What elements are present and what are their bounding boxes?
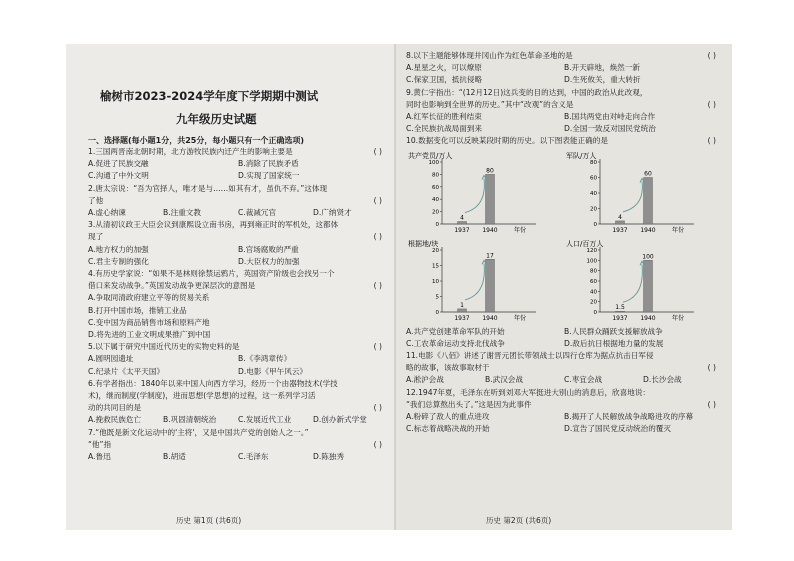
bar [486,259,495,312]
y-tick-label: 80 [590,159,597,166]
question-text: 4.有历史学家说：“如果不是林则徐禁运鸦片，英国资产阶级也会找另一个 [88,269,335,279]
y-tick-label: 20 [590,206,597,213]
option-list [88,414,388,426]
x-tick-label: 1940 [482,226,498,234]
option: D.广纳贤才 [313,208,352,218]
question-item [88,378,388,427]
bar [616,311,625,312]
y-tick-label: 20 [432,209,439,216]
option: C.裁减冗官 [238,208,277,218]
question-text: 略的故事，该故事取材于 [406,363,490,373]
question-item [406,87,722,136]
data-label: 80 [486,167,494,175]
question-stem [88,341,388,353]
chart-svg [564,150,722,238]
chart-grid [406,150,722,326]
y-tick-label: 40 [432,196,439,203]
option-list [88,292,388,341]
trend-arrow [623,264,642,302]
option: A.粉碎了敌人的重点进攻 [406,412,490,422]
y-tick-label: 60 [590,278,597,285]
option: C.发展近代工业 [238,415,292,425]
bar [644,177,653,224]
question-item [406,387,722,436]
bar-chart [564,150,722,238]
chart-svg [564,238,722,326]
option: C.纪录片《太平天国》 [88,366,165,376]
data-label: 1 [460,301,464,309]
question-item [88,146,388,183]
exam-title: 榆树市2023-2024学年度下学期期中测试 [100,89,319,103]
y-axis-label: 军队/万人 [566,151,597,160]
question-stem [406,362,722,374]
trend-arrow [465,178,484,212]
page-footer: 历史 第2页 (共6页) [486,516,552,525]
y-tick-label: 100 [428,159,439,166]
trend-arrow [623,181,642,211]
question-text: 同时也影响到全世界的历史。”其中“改观”的含义是 [406,99,574,109]
question-text: 2.唐太宗说：“吾为官择人，唯才是与……如其有才，虽仇不弃。”这体现 [88,183,328,193]
x-tick-label: 1937 [612,314,628,322]
y-tick-label: 0 [435,221,439,228]
data-label: 100 [642,252,654,260]
option: B.人民群众踊跃支援解放战争 [564,326,663,336]
option: B.《李鸿章传》 [238,354,292,364]
y-tick-label: 15 [432,263,439,270]
answer-paren: ( ) [373,232,382,242]
x-axis-label: 年份 [514,314,527,322]
question-text: “他”指 [88,439,112,449]
question-item [406,50,722,87]
option: A.共产党创建革命军队的开始 [406,326,505,336]
option: D.敌后抗日根据地力量的发展 [564,338,664,348]
option: B.注重文教 [163,208,201,218]
x-tick-label: 1940 [640,226,656,234]
question-text: 了他 [88,195,104,205]
question-stem [88,378,388,390]
bar [486,174,495,224]
question-item [88,268,388,341]
option: A.争取同清政府建立平等的贸易关系 [88,293,210,303]
bar-chart [406,238,564,326]
question-item [88,341,388,378]
answer-paren: ( ) [707,399,716,409]
x-axis-label: 年份 [514,226,527,234]
option: B.消除了民族矛盾 [238,159,299,169]
question-item [88,427,388,464]
option: C.保家卫国，抵抗侵略 [406,75,483,85]
question-item [406,350,722,387]
question-text: 11.电影《八佰》讲述了谢晋元团长带领战士以四行仓库为据点抗击日军侵 [406,351,654,361]
option-list [88,353,388,377]
question-10-options [406,326,722,350]
question-stem [406,87,722,99]
option: C.标志着战略决战的开始 [406,424,490,434]
question-text: 术)，继而制度(学制度)，进而思想(学思想)的过程，这一系列学习活 [88,391,316,401]
y-tick-label: 120 [586,247,597,254]
bar [644,260,653,312]
x-tick-label: 1940 [640,314,656,322]
question-text: 6.有学者指出：1840年以来中国人向西方学习，经历一个由器物技术(学技 [88,378,338,388]
question-text: 8.以下主题能够体现井冈山作为红色革命圣地的是 [406,51,573,60]
answer-paren: ( ) [373,439,382,449]
y-tick-label: 5 [435,294,439,301]
option: C.枣宜会战 [564,375,603,385]
option: D.创办新式学堂 [313,415,367,425]
y-tick-label: 20 [590,299,597,306]
question-item [88,219,388,268]
question-text: “我们总算熬出头了。”这是因为此事件 [406,399,532,409]
option-list [406,62,722,86]
y-tick-label: 80 [590,268,597,275]
option-list [406,411,722,435]
y-tick-label: 40 [590,190,597,197]
exam-photo [66,44,732,530]
answer-paren: ( ) [373,147,382,156]
option: C.毛泽东 [238,452,269,462]
option: A.红军长征的胜利结束 [406,112,482,122]
option: B.开天辟地，焕然一新 [564,63,640,73]
question-stem [88,427,388,439]
option: D.将先进的工业文明成果推广到中国 [88,330,211,340]
option: D.大臣权力的加强 [238,256,300,266]
option: C.变中国为商品销售市场和原料产地 [88,317,210,327]
y-tick-label: 60 [590,175,597,182]
right-question-list [406,50,722,135]
question-stem [88,183,388,195]
bar [616,221,625,224]
left-question-list [88,146,388,463]
option: C.沟通了中外文明 [88,171,149,181]
x-axis-label: 年份 [672,226,685,234]
right-exam-page [396,44,732,530]
y-tick-label: 0 [435,309,439,316]
answer-paren: ( ) [707,51,716,60]
question-stem [406,387,722,399]
y-tick-label: 100 [586,257,597,264]
question-stem [88,268,388,280]
option-list [88,158,388,182]
data-label: 17 [486,251,494,259]
y-axis-label: 共产党员/万人 [408,151,453,160]
question-text: 3.从清初议政王大臣会议到康熙设立南书房，再到雍正时的军机处，这都体 [88,220,339,230]
option: B.巩固清朝统治 [163,415,217,425]
option: A.鲁迅 [88,452,111,462]
data-label: 4 [460,214,464,222]
question-stem [88,280,388,292]
question-stem [88,439,388,451]
y-tick-label: 80 [432,172,439,179]
x-tick-label: 1937 [612,226,628,234]
chart-svg [406,150,564,238]
option: B.揭开了人民解放战争战略进攻的序幕 [564,412,694,422]
left-exam-page [66,44,396,530]
option: B.官场腐败的严重 [238,244,299,254]
question-text: 7.“他既是新文化运动中的'主将'，又是中国共产党的创始人之一。” [88,427,309,437]
y-tick-label: 20 [432,247,439,254]
answer-paren: ( ) [373,281,382,291]
question-stem [88,231,388,243]
option: C.工农革命运动支持北伐战争 [406,338,505,348]
option: D.长沙会战 [643,375,682,385]
question-text: 12.1947年夏，毛泽东在听到刘邓大军挺进大别山的消息后，欣喜地说： [406,387,651,397]
question-text: 10.数据变化可以反映某段时期的历史。以下图表能正确的是 [406,136,608,146]
question-text: 借口来发动战争。”英国发动战争更深层次的意图是 [88,281,256,291]
bar [458,221,467,223]
question-stem [88,402,388,414]
option: D.全国一致反对国民党统治 [564,124,656,134]
option: D.宣告了国民党反动统治的覆灭 [564,424,671,434]
option: D.陈独秀 [313,452,345,462]
option: B.胡适 [163,452,186,462]
option: A.星星之火，可以燎原 [406,63,482,73]
question-stem [88,146,388,158]
option: C.君主专制的强化 [88,256,149,266]
question-stem [88,195,388,207]
answer-paren: ( ) [373,342,382,352]
answer-paren: ( ) [707,363,716,373]
option: A.促进了民族交融 [88,159,149,169]
answer-paren: ( ) [373,195,382,205]
answer-paren: ( ) [707,99,716,109]
option: B.国共两党由对峙走向合作 [564,112,656,122]
y-tick-label: 10 [432,278,439,285]
question-text: 现了 [88,232,104,242]
data-label: 60 [644,170,652,178]
question-text: 动的共同目的是 [88,403,142,413]
option: B.武汉会战 [485,375,523,385]
y-tick-label: 0 [593,309,597,316]
chart-svg [406,238,564,326]
option: A.虚心纳谏 [88,208,126,218]
question-stem [406,350,722,362]
y-axis-label: 人口/百万人 [566,239,604,248]
y-tick-label: 0 [593,221,597,228]
bar-chart [564,238,722,326]
section-heading: 一、选择题(每小题1分，共25分，每小题只有一个正确选项) [88,136,305,145]
option: B.打开中国市场，推销工业品 [88,305,187,315]
question-text: 1.三国两晋南北朝时期，北方游牧民族内迁产生的影响主要是 [88,147,293,156]
question-stem [406,99,722,111]
option: A.地方权力的加强 [88,244,149,254]
question-stem [406,399,722,411]
trend-arrow [465,263,484,300]
y-tick-label: 60 [432,184,439,191]
x-tick-label: 1940 [482,314,498,322]
data-label: 1.5 [615,303,625,311]
question-text: 5.以下属于研究中国近代历史的实物史料的是 [88,342,240,352]
option-list [88,207,388,219]
answer-paren: ( ) [373,403,382,413]
bar [458,309,467,312]
option: D.生死攸关，重大转折 [564,75,641,85]
y-axis-label: 根据地/块 [408,239,439,248]
x-axis-label: 年份 [672,314,685,322]
data-label: 4 [618,213,622,221]
option: C.全民族抗战局面到来 [406,124,483,134]
question-stem [406,135,722,147]
option: D.电影《甲午风云》 [238,366,308,376]
question-stem [406,50,722,62]
option-list [88,451,388,463]
option: A.淞沪会战 [406,375,444,385]
option-list [406,111,722,135]
option: A.挽救民族危亡 [88,415,142,425]
question-item [88,183,388,220]
question-text: 9.黄仁宇指出：“(12月12日)这兵变的目的达到，中国的政治从此改观， [406,87,648,97]
answer-paren: ( ) [707,136,716,146]
question-stem [88,219,388,231]
option: D.实现了国家统一 [238,171,300,181]
right-question-list-2 [406,350,722,435]
option-list [406,374,722,386]
question-stem [88,390,388,402]
x-tick-label: 1937 [454,314,470,322]
page-footer: 历史 第1页 (共6页) [176,516,242,525]
y-tick-label: 40 [590,288,597,295]
question-10 [406,135,722,147]
option: A.圆明园遗址 [88,354,134,364]
bar-chart [406,150,564,238]
option-list [88,244,388,268]
exam-subtitle: 九年级历史试题 [176,112,257,126]
x-tick-label: 1937 [454,226,470,234]
